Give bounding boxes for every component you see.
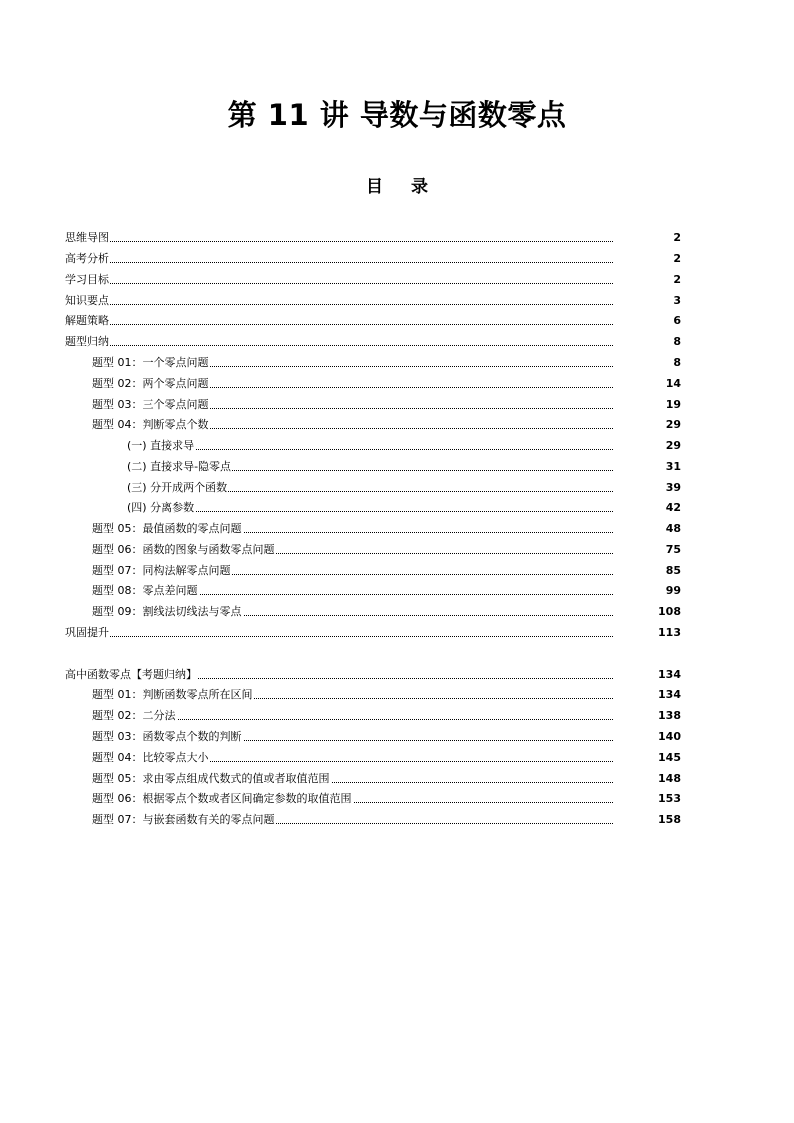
toc-entry-page: 6 <box>673 314 681 327</box>
toc-entry[interactable] <box>65 272 681 288</box>
toc-entry-leader <box>65 241 613 242</box>
toc-entry-label: 题型 07：同构法解零点问题 <box>92 564 231 577</box>
toc-entry-page: 158 <box>658 813 681 826</box>
toc-entry[interactable] <box>65 313 681 329</box>
toc-entry-label: 题型 09：割线法切线法与零点 <box>92 605 242 618</box>
toc-entry-label: 题型 02：两个零点问题 <box>92 377 209 390</box>
toc-entry-label: (三) 分开成两个函数 <box>127 481 228 494</box>
toc-entry[interactable] <box>92 542 681 558</box>
document-title: 第 11 讲 导数与函数零点 <box>227 98 567 132</box>
toc-entry-page: 14 <box>665 377 681 390</box>
toc-heading-left: 目 <box>366 177 383 197</box>
toc-entry-label: 题型 08：零点差问题 <box>92 584 198 597</box>
toc-entry-label: 题型 07：与嵌套函数有关的零点问题 <box>92 813 275 826</box>
toc-entry-label: 题型 06：函数的图象与函数零点问题 <box>92 543 275 556</box>
toc-entry-label: (四) 分离参数 <box>127 501 195 514</box>
toc-entry-leader <box>65 324 613 325</box>
toc-entry-page: 3 <box>673 294 681 307</box>
toc-entry-leader <box>65 345 613 346</box>
toc-entry-page: 85 <box>665 564 681 577</box>
toc-entry[interactable] <box>92 563 681 579</box>
toc-entry[interactable] <box>65 251 681 267</box>
toc-entry-page: 8 <box>673 335 681 348</box>
toc-entry[interactable] <box>65 334 681 350</box>
toc-entry[interactable] <box>92 750 681 766</box>
toc-entry-page: 29 <box>665 439 681 452</box>
toc-entry-page: 19 <box>665 398 681 411</box>
toc-entry-label: (一) 直接求导 <box>127 439 195 452</box>
toc-entry-page: 48 <box>665 522 681 535</box>
toc-entry-page: 148 <box>658 772 681 785</box>
toc-entry-leader <box>65 283 613 284</box>
toc-entry[interactable] <box>65 625 681 641</box>
toc-entry-leader <box>65 636 613 637</box>
toc-entry-label: 题型 03：三个零点问题 <box>92 398 209 411</box>
toc-entry-label: 知识要点 <box>65 294 109 307</box>
toc-entry-label: 题型 01：一个零点问题 <box>92 356 209 369</box>
toc-entry[interactable] <box>92 376 681 392</box>
toc-entry-leader <box>127 449 613 450</box>
toc-entry[interactable] <box>92 355 681 371</box>
toc-entry[interactable] <box>127 438 681 454</box>
toc-entry-label: 题型 04：比较零点大小 <box>92 751 209 764</box>
toc-entry-label: (二) 直接求导-隐零点 <box>127 460 232 473</box>
toc-entry[interactable] <box>92 521 681 537</box>
toc-entry-page: 153 <box>658 792 681 805</box>
toc-entry-label: 思维导图 <box>65 231 109 244</box>
toc-entry-page: 75 <box>665 543 681 556</box>
toc-entry[interactable] <box>92 812 681 828</box>
toc-entry[interactable] <box>92 397 681 413</box>
toc-entry[interactable] <box>92 417 681 433</box>
toc-entry[interactable] <box>92 583 681 599</box>
toc-heading-right: 录 <box>411 177 428 197</box>
toc-entry[interactable] <box>92 604 681 620</box>
toc-entry-label: 高考分析 <box>65 252 109 265</box>
toc-entry[interactable] <box>127 500 681 516</box>
toc-entry-label: 巩固提升 <box>65 626 109 639</box>
toc-entry-page: 8 <box>673 356 681 369</box>
toc-entry-page: 134 <box>658 668 681 681</box>
toc-entry-page: 113 <box>658 626 681 639</box>
toc-entry-page: 140 <box>658 730 681 743</box>
toc-entry-page: 29 <box>665 418 681 431</box>
toc-entry-label: 题型 06：根据零点个数或者区间确定参数的取值范围 <box>92 792 352 805</box>
toc-entry[interactable] <box>65 293 681 309</box>
toc-entry-leader <box>127 511 613 512</box>
toc-entry-label: 题型 05：求由零点组成代数式的值或者取值范围 <box>92 772 330 785</box>
toc-entry-label: 题型 03：函数零点个数的判断 <box>92 730 242 743</box>
toc-entry-page: 42 <box>665 501 681 514</box>
toc-entry-page: 2 <box>673 273 681 286</box>
toc-entry-label: 题型 02：二分法 <box>92 709 176 722</box>
toc-entry[interactable] <box>65 230 681 246</box>
toc-entry-leader <box>65 304 613 305</box>
toc-entry-page: 138 <box>658 709 681 722</box>
toc-entry-page: 145 <box>658 751 681 764</box>
toc-entry-page: 39 <box>665 481 681 494</box>
toc-entry[interactable] <box>92 687 681 703</box>
toc-entry-label: 解题策略 <box>65 314 109 327</box>
toc-entry-page: 2 <box>673 231 681 244</box>
toc-entry-page: 134 <box>658 688 681 701</box>
toc-entry-label: 学习目标 <box>65 273 109 286</box>
toc-entry-page: 108 <box>658 605 681 618</box>
toc-entry[interactable] <box>127 459 681 475</box>
toc-entry-label: 题型 04：判断零点个数 <box>92 418 209 431</box>
toc-entry-page: 99 <box>665 584 681 597</box>
toc-entry-leader <box>65 262 613 263</box>
toc-entry[interactable] <box>92 791 681 807</box>
toc-entry-label: 题型 05：最值函数的零点问题 <box>92 522 242 535</box>
toc-entry[interactable] <box>65 667 681 683</box>
toc-entry-label: 题型 01：判断函数零点所在区间 <box>92 688 253 701</box>
toc-entry-page: 31 <box>665 460 681 473</box>
toc-entry-label: 题型归纳 <box>65 335 109 348</box>
toc-entry-page: 2 <box>673 252 681 265</box>
toc-entry[interactable] <box>127 480 681 496</box>
toc-entry[interactable] <box>92 708 681 724</box>
toc-entry[interactable] <box>92 771 681 787</box>
toc-entry[interactable] <box>92 729 681 745</box>
toc-entry-label: 高中函数零点【考题归纳】 <box>65 668 197 681</box>
